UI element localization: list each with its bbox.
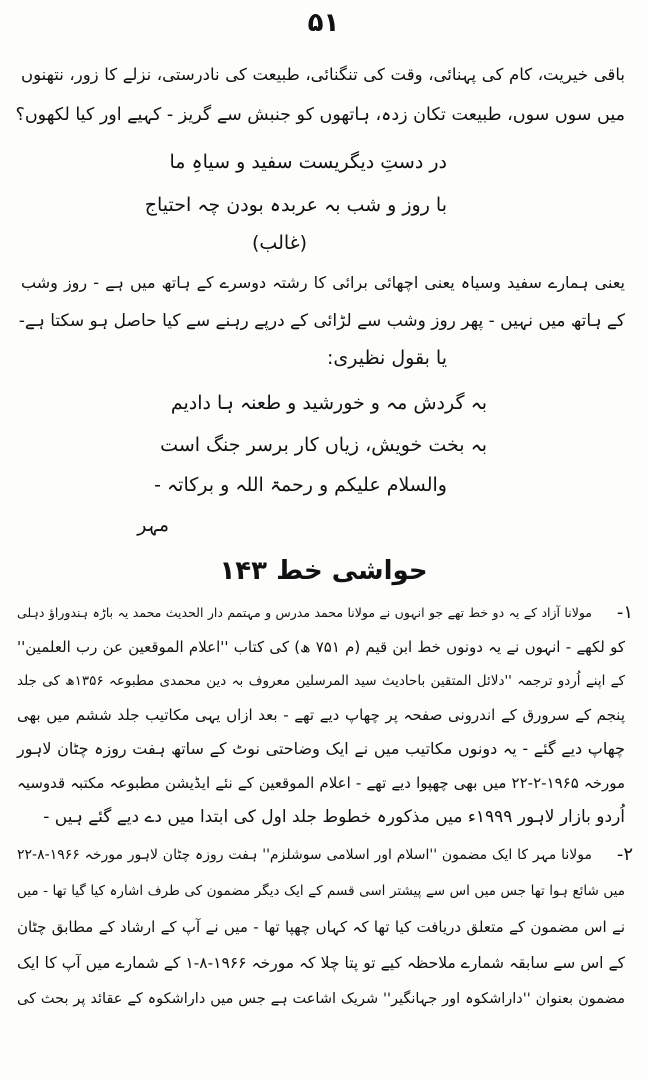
footnote-line: کو لکھے - انہوں نے یہ دونوں خط ابن قیم (م ۷۵۱ ھ) کی کتاب ''اعلام الموقعین عن رب العلمین'' (17, 638, 625, 656)
footnotes-heading: حواشی خط ۱۴۳ (219, 556, 428, 586)
footnote-line: کے اس سے سابقہ شمارے ملاحظہ کیے تو پتا چلا کہ مورخہ ۱۹۶۶-۸-۱ کے شمارے میں آپ کا ایک (17, 954, 625, 972)
letter-line: باقی خیریت، کام کی پہنائی، وقت کی تنگنائی، طبیعت کی نادرستی، نزلے کا زور، نتھنوں (21, 65, 625, 84)
verse-line: با روز و شب بہ عربدہ بودن چہ احتیاج (144, 194, 447, 216)
page-number: ۵۱ (307, 8, 340, 38)
footnote-number: -۲ (616, 844, 633, 865)
verse-line: بہ گردش مہ و خورشید و طعنہ ہا دادیم (170, 392, 487, 414)
footnote-line: مورخہ ۱۹۶۵-۲-۲۲ میں بھی چھپوا دیے تھے - اعلام الموقعین کے نئے ایڈیشن مطبوعہ مکتبہ قدوسیہ (17, 774, 625, 792)
footnote-line: مولانا آزاد کے یہ دو خط تھے جو انہوں نے مولانا محمد مدرس و مہتمم دار الحدیث محمد یہ باڑہ ہندوراؤ دہلی (17, 605, 592, 620)
footnote-line: مضمون بعنوان ''داراشکوہ اور جہانگیر'' شریک اشاعت ہے جس میں داراشکوہ کے عقائد پر بحث کی (17, 991, 625, 1007)
footnote-line: نے اس مضمون کے متعلق دریافت کیا تھا کہ کہاں چھپا تھا - میں نے آپ کے ارشاد کے مطابق چٹان (17, 918, 625, 936)
closing: والسلام علیکم و رحمۃ اللہ و برکاتہ - (154, 474, 447, 496)
footnote-line: میں شائع ہوا تھا جس میں اس سے پیشتر اسی قسم کے ایک دیگر مضمون کی طرف اشارہ کیا گیا تھا - میں (17, 883, 625, 899)
letter-line: یا بقول نظیری: (326, 347, 447, 369)
footnote-line: پنجم کے سرورق کے اندرونی صفحہ پر چھاپ دیے تھے - بعد ازاں یہی مکاتیب جلد ششم میں بھی (17, 706, 625, 724)
letter-line: یعنی ہمارے سفید وسیاہ یعنی اچھائی برائی کا رشتہ دوسرے کے ہاتھ میں ہے - روز وشب (21, 273, 625, 292)
letter-line: کے ہاتھ میں نہیں - پھر روز وشب سے لڑائی کے درپے رہنے سے کیا حاصل ہو سکتا ہے- (18, 311, 625, 331)
signature: مہر (137, 514, 169, 536)
verse-line: در دستِ دیگریست سفید و سیاہِ ما (169, 151, 447, 173)
letter-line: میں سوں سوں، طبیعت تکان زدہ، ہاتھوں کو جنبش سے گریز - کہیے اور کیا لکھوں؟ (15, 105, 625, 125)
footnote-number: -۱ (616, 602, 633, 623)
footnote-line: اُردو بازار لاہور ۱۹۹۹ء میں مذکورہ خطوط جلد اول کی ابتدا میں دے دیے گئے ہیں - (43, 807, 625, 827)
poet-name: (غالب) (252, 232, 307, 254)
footnote-line: کے اپنے اُردو ترجمہ ''دلائل المتقین باحادیث سید المرسلین معروف بہ دین محمدی مطبوعہ ۱۳۵۶ھ کی جلد (17, 673, 625, 689)
footnote-line: مولانا مہر کا ایک مضمون ''اسلام اور اسلامی سوشلزم'' ہفت روزہ چٹان لاہور مورخہ ۱۹۶۶-۸-۲۲ (17, 847, 592, 863)
footnote-line: چھاپ دیے گئے - یہ دونوں مکاتیب میں نے ایک وضاحتی نوٹ کے ساتھ ہفت روزہ چٹان لاہور (17, 739, 625, 758)
verse-line: بہ بخت خویش، زیاں کار برسر جنگ است (160, 434, 487, 456)
